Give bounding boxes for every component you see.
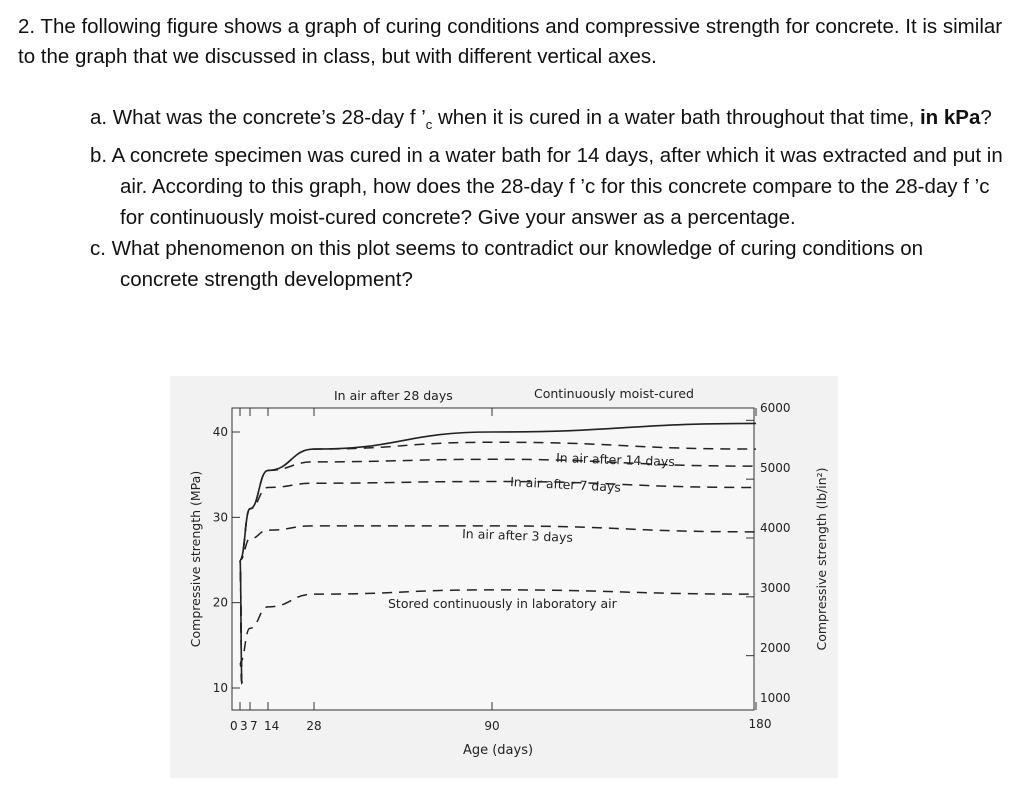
question-b-text: A concrete specimen was cured in a water bath for 14 days, after which it was extracted and put in air. According to this graph, how does the 28-day f ’c for this concrete compare to the 28-day f ’c for continuously moist-cured concrete? Give your answer as a percentage. (111, 144, 1003, 230)
y-left-tick-label: 30 (212, 510, 228, 525)
y-left-tick-label: 20 (212, 595, 228, 610)
question-a-subscript: c (425, 117, 433, 133)
x-tick-label: 180 (748, 717, 772, 731)
x-tick-label: 90 (484, 719, 500, 733)
question-c (90, 233, 1005, 295)
x-axis-title: Age (days) (462, 743, 534, 758)
strength-figure (170, 376, 838, 778)
x-tick-label: 28 (306, 719, 322, 733)
curve-label: In air after 7 days (509, 474, 622, 495)
question-c-text: What phenomenon on this plot seems to contradict our knowledge of curing conditions on concrete strength development? (111, 237, 924, 292)
x-tick-label: 14 (264, 719, 280, 733)
curve-label: In air after 28 days (334, 388, 453, 403)
question-a-emphasis: in kPa (919, 106, 981, 129)
curve-label: Stored continuously in laboratory air (388, 596, 617, 611)
x-tick-label: 3 (240, 719, 248, 733)
question-a (90, 102, 1005, 140)
y-right-tick-label: 6000 (760, 401, 791, 415)
y-right-tick-label: 3000 (760, 581, 791, 595)
question-list (90, 102, 1005, 295)
y-right-tick-label: 2000 (760, 641, 791, 655)
question-a-text-after: when it is cured in a water bath throughout that time, (432, 106, 920, 129)
x-tick-label: 7 (250, 719, 258, 733)
y-right-tick-label: 5000 (760, 461, 791, 475)
y-left-axis-title: Compressive strength (MPa) (188, 470, 203, 648)
curve-label: In air after 14 days (555, 450, 676, 470)
problem-intro (18, 12, 1008, 72)
y-left-tick-label: 10 (212, 681, 228, 695)
y-right-axis-title: Compressive strength (lb/in²) (814, 467, 829, 651)
question-a-end: ? (980, 106, 992, 129)
x-tick-label: 0 (230, 719, 238, 733)
question-a-text: What was the concrete’s 28-day f ’ (112, 106, 426, 129)
strength-chart (170, 376, 838, 778)
y-left-tick-label: 40 (212, 425, 228, 439)
y-right-tick-label: 1000 (760, 691, 791, 705)
question-b-label: b. (90, 144, 112, 168)
question-c-label: c. (90, 237, 112, 261)
question-b (90, 140, 1005, 233)
question-a-label: a. (90, 106, 113, 129)
curve-label: In air after 3 days (461, 526, 574, 545)
problem-intro-text: 2. The following figure shows a graph of curing conditions and compressive strength for concrete. It is similar to the graph that we discussed in class, but with different vertical axes. (18, 15, 1003, 68)
y-right-tick-label: 4000 (760, 521, 791, 535)
curve-label: Continuously moist-cured (534, 386, 694, 401)
plot-frame (232, 408, 754, 710)
